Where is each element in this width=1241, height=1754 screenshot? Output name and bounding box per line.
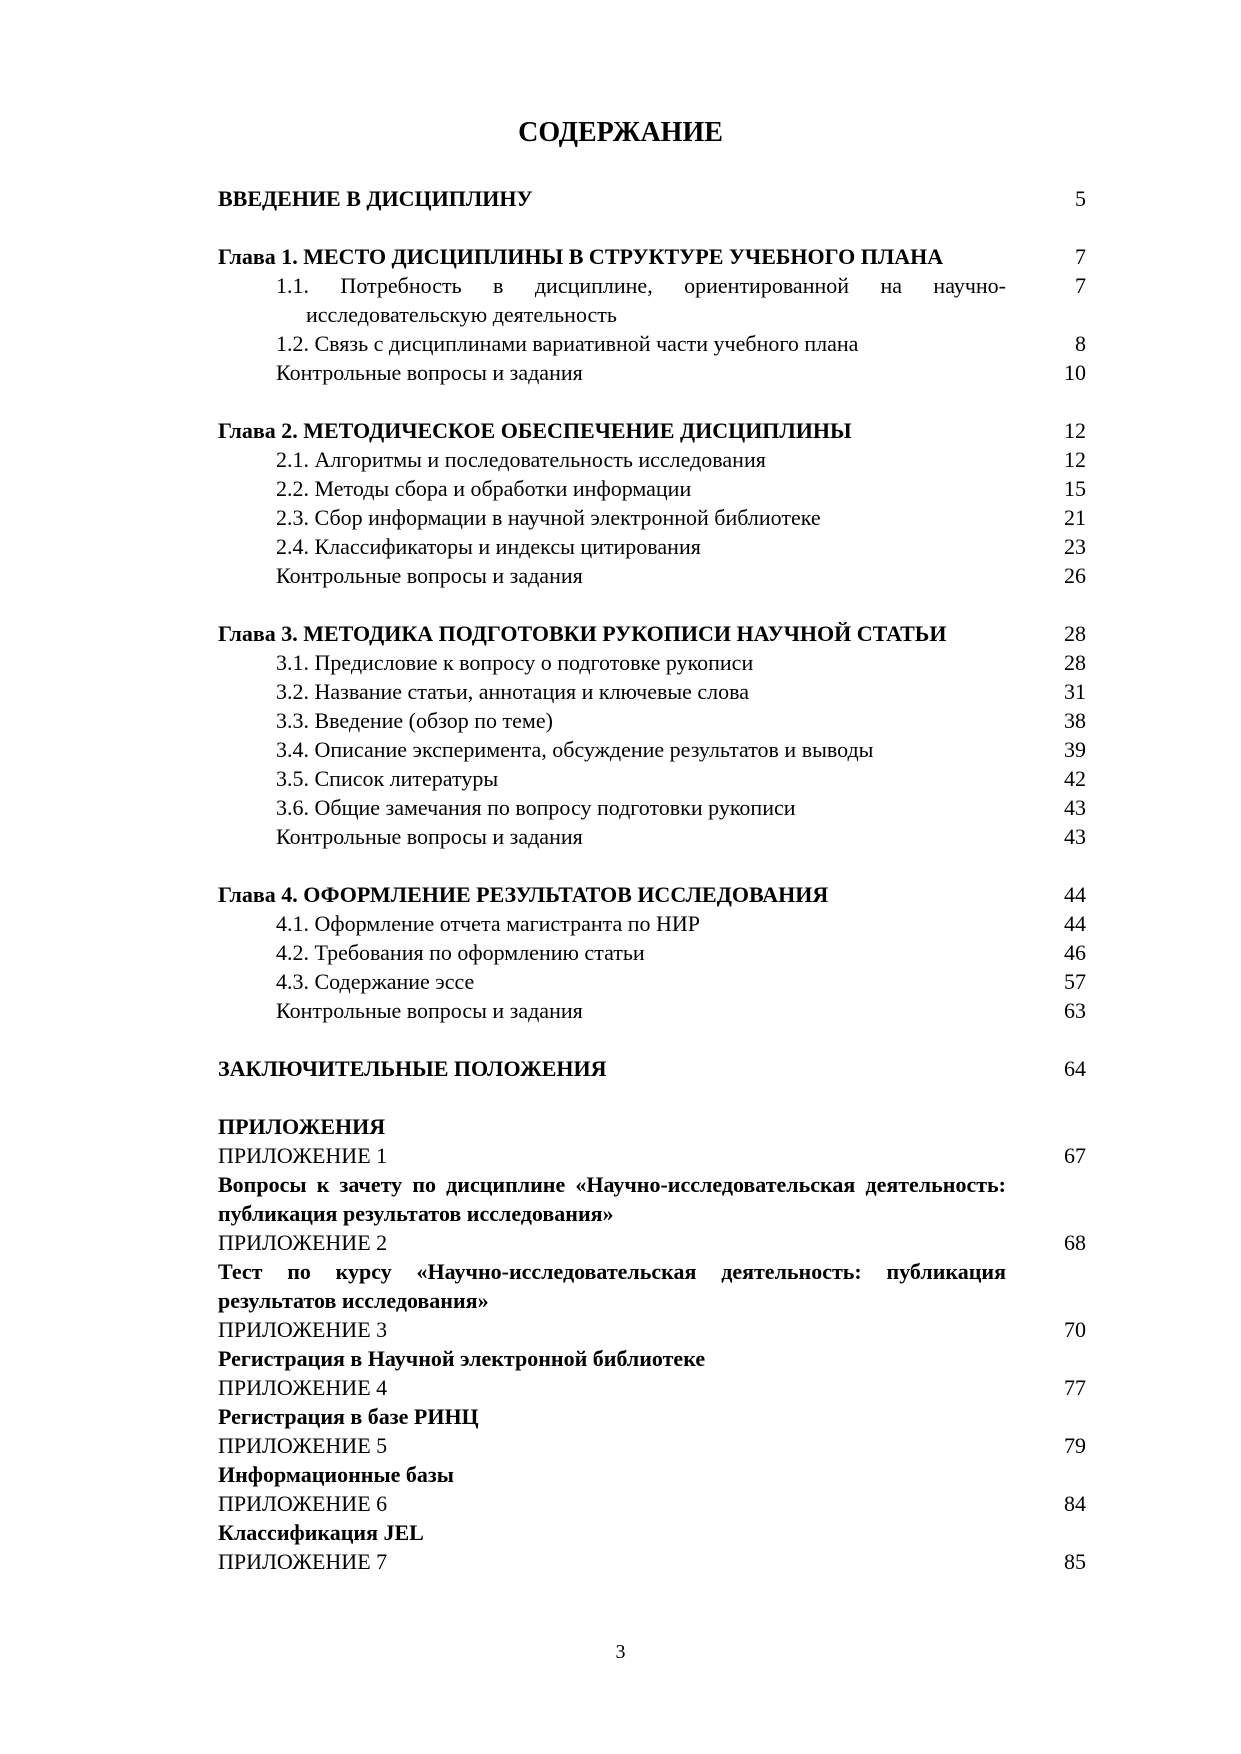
toc-section-4-2[interactable] bbox=[218, 938, 1086, 967]
toc-page-number: 12 bbox=[1064, 418, 1086, 443]
toc-entry-text: 2.4. Классификаторы и индексы цитирования bbox=[276, 534, 701, 559]
toc-entry-text: Глава 4. ОФОРМЛЕНИЕ РЕЗУЛЬТАТОВ ИССЛЕДОВАНИЯ bbox=[218, 882, 829, 907]
toc-page-number: 21 bbox=[1064, 505, 1086, 530]
toc-appendix-4-title bbox=[218, 1402, 1086, 1431]
toc-appendix-5-title bbox=[218, 1460, 1086, 1489]
toc-appendices-heading bbox=[218, 1112, 1086, 1141]
toc-page-number: 42 bbox=[1064, 766, 1086, 791]
toc-entry-text: Контрольные вопросы и задания bbox=[276, 824, 583, 849]
appendix-title: Вопросы к зачету по дисциплине «Научно-исследовательская деятельность: публикация результатов исследования» bbox=[218, 1172, 1006, 1226]
appendix-label: ПРИЛОЖЕНИЕ 6 bbox=[218, 1491, 388, 1516]
table-of-contents bbox=[218, 184, 1086, 1576]
toc-page-number: 31 bbox=[1064, 679, 1086, 704]
toc-entry-text: ЗАКЛЮЧИТЕЛЬНЫЕ ПОЛОЖЕНИЯ bbox=[218, 1056, 607, 1081]
spacer bbox=[218, 213, 1086, 242]
spacer bbox=[218, 851, 1086, 880]
toc-section-3-4[interactable] bbox=[218, 735, 1086, 764]
toc-page-number: 63 bbox=[1064, 998, 1086, 1023]
spacer bbox=[218, 387, 1086, 416]
toc-section-3-questions[interactable] bbox=[218, 822, 1086, 851]
toc-appendix-6[interactable] bbox=[218, 1489, 1086, 1518]
toc-section-3-3[interactable] bbox=[218, 706, 1086, 735]
appendix-title: Классификация JEL bbox=[218, 1520, 424, 1545]
toc-entry-text: 3.6. Общие замечания по вопросу подготовки рукописи bbox=[276, 795, 796, 820]
toc-entry-intro[interactable] bbox=[218, 184, 1086, 213]
toc-page-number: 38 bbox=[1064, 708, 1086, 733]
toc-page-number: 84 bbox=[1064, 1491, 1086, 1516]
toc-entry-text: 4.2. Требования по оформлению статьи bbox=[276, 940, 645, 965]
toc-entry-text: 4.1. Оформление отчета магистранта по НИР bbox=[276, 911, 701, 936]
toc-section-1-1[interactable] bbox=[218, 271, 1086, 329]
toc-section-3-6[interactable] bbox=[218, 793, 1086, 822]
toc-entry-text: 2.3. Сбор информации в научной электронной библиотеке bbox=[276, 505, 821, 530]
appendix-label: ПРИЛОЖЕНИЕ 4 bbox=[218, 1375, 388, 1400]
toc-appendix-3[interactable] bbox=[218, 1315, 1086, 1344]
spacer bbox=[218, 1083, 1086, 1112]
toc-page-number: 44 bbox=[1064, 882, 1086, 907]
appendix-label: ПРИЛОЖЕНИЕ 7 bbox=[218, 1549, 388, 1574]
toc-appendix-4[interactable] bbox=[218, 1373, 1086, 1402]
toc-entry-text: Контрольные вопросы и задания bbox=[276, 998, 583, 1023]
toc-section-4-questions[interactable] bbox=[218, 996, 1086, 1025]
toc-page-number: 10 bbox=[1064, 360, 1086, 385]
toc-entry-text: Глава 1. МЕСТО ДИСЦИПЛИНЫ В СТРУКТУРЕ УЧЕБНОГО ПЛАНА bbox=[218, 244, 944, 269]
toc-page-number: 23 bbox=[1064, 534, 1086, 559]
toc-section-2-2[interactable] bbox=[218, 474, 1086, 503]
toc-section-1-2[interactable] bbox=[218, 329, 1086, 358]
toc-section-2-1[interactable] bbox=[218, 445, 1086, 474]
toc-chapter-2[interactable] bbox=[218, 416, 1086, 445]
toc-page-number: 68 bbox=[1064, 1230, 1086, 1255]
toc-entry-text: 3.3. Введение (обзор по теме) bbox=[276, 708, 553, 733]
toc-entry-text: 3.4. Описание эксперимента, обсуждение результатов и выводы bbox=[276, 737, 874, 762]
toc-appendix-3-title bbox=[218, 1344, 1086, 1373]
page-number: 3 bbox=[615, 1641, 626, 1663]
toc-page-number: 43 bbox=[1064, 795, 1086, 820]
toc-entry-text: Глава 2. МЕТОДИЧЕСКОЕ ОБЕСПЕЧЕНИЕ ДИСЦИПЛИНЫ bbox=[218, 418, 852, 443]
toc-page-number: 39 bbox=[1064, 737, 1086, 762]
toc-page-number: 85 bbox=[1064, 1549, 1086, 1574]
toc-page-number: 64 bbox=[1064, 1056, 1086, 1081]
toc-page-number: 70 bbox=[1064, 1317, 1086, 1342]
toc-entry-text: Контрольные вопросы и задания bbox=[276, 563, 583, 588]
toc-page-number: 77 bbox=[1064, 1375, 1086, 1400]
toc-entry-text: Глава 3. МЕТОДИКА ПОДГОТОВКИ РУКОПИСИ НАУЧНОЙ СТАТЬИ bbox=[218, 621, 947, 646]
toc-entry-text: 3.2. Название статьи, аннотация и ключевые слова bbox=[276, 679, 750, 704]
toc-section-3-2[interactable] bbox=[218, 677, 1086, 706]
toc-section-1-questions[interactable] bbox=[218, 358, 1086, 387]
appendix-title: Регистрация в базе РИНЦ bbox=[218, 1404, 479, 1429]
toc-entry-text: 3.1. Предисловие к вопросу о подготовке рукописи bbox=[276, 650, 754, 675]
toc-page-number: 5 bbox=[1075, 186, 1086, 211]
appendix-title: Регистрация в Научной электронной библиотеке bbox=[218, 1346, 706, 1371]
toc-page-number: 43 bbox=[1064, 824, 1086, 849]
toc-page-number: 8 bbox=[1075, 331, 1086, 356]
toc-appendix-2[interactable] bbox=[218, 1228, 1086, 1257]
toc-section-4-3[interactable] bbox=[218, 967, 1086, 996]
toc-entry-text: Контрольные вопросы и задания bbox=[276, 360, 583, 385]
toc-entry-text: 3.5. Список литературы bbox=[276, 766, 499, 791]
toc-page-number: 7 bbox=[1075, 244, 1086, 269]
toc-page-number: 67 bbox=[1064, 1143, 1086, 1168]
toc-page-number: 79 bbox=[1064, 1433, 1086, 1458]
spacer bbox=[218, 590, 1086, 619]
toc-appendix-5[interactable] bbox=[218, 1431, 1086, 1460]
appendix-title: Тест по курсу «Научно-исследовательская деятельность: публикация результатов исследования» bbox=[218, 1259, 1006, 1313]
toc-page-number: 12 bbox=[1064, 447, 1086, 472]
toc-page-number: 28 bbox=[1064, 650, 1086, 675]
toc-chapter-4[interactable] bbox=[218, 880, 1086, 909]
spacer bbox=[218, 1025, 1086, 1054]
appendix-label: ПРИЛОЖЕНИЕ 1 bbox=[218, 1143, 388, 1168]
toc-appendix-1-title bbox=[218, 1170, 1086, 1228]
toc-appendix-2-title bbox=[218, 1257, 1086, 1315]
toc-entry-conclusion[interactable] bbox=[218, 1054, 1086, 1083]
toc-appendix-7[interactable] bbox=[218, 1547, 1086, 1576]
toc-entry-text: ВВЕДЕНИЕ В ДИСЦИПЛИНУ bbox=[218, 186, 533, 211]
toc-appendix-1[interactable] bbox=[218, 1141, 1086, 1170]
toc-entry-text: 1.1. Потребность в дисциплине, ориентированной на научно-исследовательскую деятельность bbox=[276, 273, 1006, 327]
toc-section-2-4[interactable] bbox=[218, 532, 1086, 561]
appendix-label: ПРИЛОЖЕНИЕ 3 bbox=[218, 1317, 388, 1342]
toc-section-3-5[interactable] bbox=[218, 764, 1086, 793]
toc-entry-text: 2.1. Алгоритмы и последовательность исследования bbox=[276, 447, 766, 472]
toc-chapter-1[interactable] bbox=[218, 242, 1086, 271]
toc-page-number: 44 bbox=[1064, 911, 1086, 936]
toc-page-number: 28 bbox=[1064, 621, 1086, 646]
toc-page-number: 57 bbox=[1064, 969, 1086, 994]
appendix-title: Информационные базы bbox=[218, 1462, 454, 1487]
toc-section-2-questions[interactable] bbox=[218, 561, 1086, 590]
toc-page-number: 46 bbox=[1064, 940, 1086, 965]
toc-entry-text: 2.2. Методы сбора и обработки информации bbox=[276, 476, 692, 501]
appendix-label: ПРИЛОЖЕНИЕ 5 bbox=[218, 1433, 388, 1458]
toc-page-number: 7 bbox=[1075, 273, 1086, 298]
toc-entry-text: 4.3. Содержание эссе bbox=[276, 969, 475, 994]
toc-entry-text: 1.2. Связь с дисциплинами вариативной части учебного плана bbox=[276, 331, 859, 356]
toc-chapter-3[interactable] bbox=[218, 619, 1086, 648]
toc-page-number: 15 bbox=[1064, 476, 1086, 501]
appendix-label: ПРИЛОЖЕНИЕ 2 bbox=[218, 1230, 388, 1255]
toc-section-4-1[interactable] bbox=[218, 909, 1086, 938]
toc-title: СОДЕРЖАНИЕ bbox=[518, 117, 723, 148]
toc-section-2-3[interactable] bbox=[218, 503, 1086, 532]
toc-section-3-1[interactable] bbox=[218, 648, 1086, 677]
toc-appendix-6-title bbox=[218, 1518, 1086, 1547]
toc-page-number: 26 bbox=[1064, 563, 1086, 588]
toc-entry-text: ПРИЛОЖЕНИЯ bbox=[218, 1114, 386, 1139]
